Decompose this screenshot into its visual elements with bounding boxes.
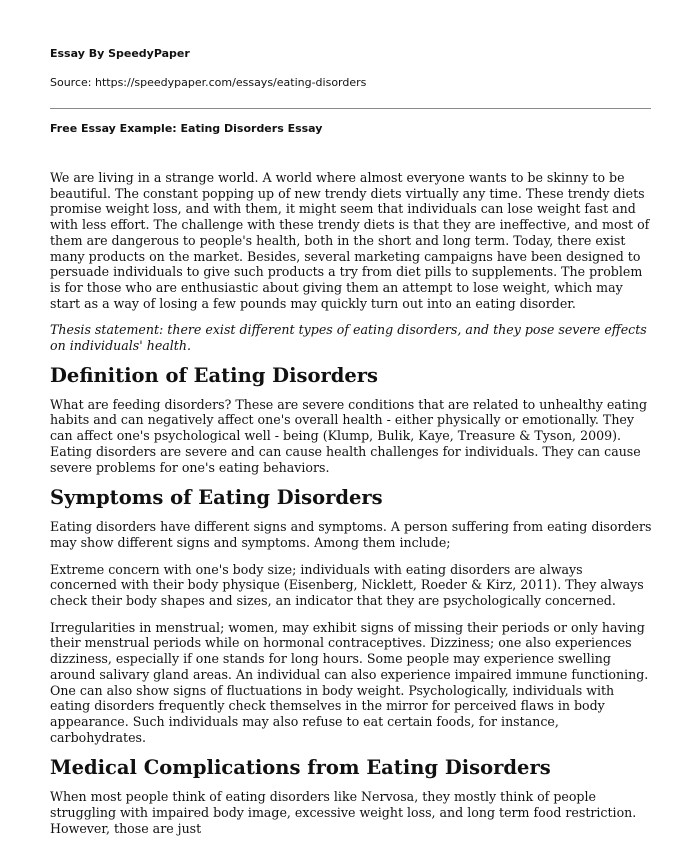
paragraph-intro: We are living in a strange world. A world where almost everyone wants to be skinny to be beautiful. The constant popping up of new trendy diets virtually any time. These trendy diets promise weight loss, and with them, it might seem that individuals can lose weight fast and with less effort. The challenge with these trendy diets is that they are ineffective, and most of them are dangerous to people's health, both in the short and long term. Today, there exist many products on the market. Besides, several marketing campaigns have been designed to persuade individuals to give such products a try from diet pills to supplements. The problem is for those who are enthusiastic about giving them an attempt to lose weight, which may start as a way of losing a few pounds may quickly turn out into an eating disorder. bbox=[50, 170, 650, 311]
essay-body bbox=[50, 170, 652, 848]
essay-title: Free Essay Example: Eating Disorders Essay bbox=[50, 122, 323, 135]
paragraph-symptoms-1: Eating disorders have different signs and symptoms. A person suffering from eating disorders may show different signs and symptoms. Among them include; bbox=[50, 519, 652, 550]
source-line: Source: https://speedypaper.com/essays/eating-disorders bbox=[50, 76, 367, 89]
essay-author-line: Essay By SpeedyPaper bbox=[50, 47, 190, 60]
divider bbox=[50, 108, 651, 109]
paragraph-medical-1: When most people think of eating disorders like Nervosa, they mostly think of people struggling with impaired body image, excessive weight loss, and long term food restriction. However, those are just bbox=[50, 789, 637, 836]
paragraph-definition: What are feeding disorders? These are severe conditions that are related to unhealthy eating habits and can negatively affect one's overall health - either physically or emotionally. They can affect one's psychological well - being (Klump, Bulik, Kaye, Treasure & Tyson, 2009). Eating disorders are severe and can cause health challenges for individuals. They can cause severe problems for one's eating behaviors. bbox=[50, 396, 648, 475]
heading-medical: Medical Complications from Eating Disorders bbox=[50, 756, 551, 780]
paragraph-symptoms-2: Extreme concern with one's body size; individuals with eating disorders are always concerned with their body physique (Eisenberg, Nicklett, Roeder & Kirz, 2011). They always check their body shapes and sizes, an indicator that they are psychologically concerned. bbox=[50, 561, 644, 609]
thesis-statement: Thesis statement: there exist different types of eating disorders, and they pose severe effects on individuals' health. bbox=[50, 322, 647, 354]
heading-symptoms: Symptoms of Eating Disorders bbox=[50, 486, 383, 510]
heading-definition: Definition of Eating Disorders bbox=[50, 363, 379, 387]
paragraph-symptoms-3: Irregularities in menstrual; women, may exhibit signs of missing their periods or only having their menstrual periods while on hormonal contraceptives. Dizziness; one also experiences dizziness, especially if one stands for long hours. Some people may experience swelling around salivary gland areas. An individual can also experience impaired immune functioning. One can also show signs of fluctuations in body weight. Psychologically, individuals with eating disorders frequently check themselves in the mirror for perceived flaws in body appearance. Such individuals may also refuse to eat certain foods, for instance, carbohydrates. bbox=[50, 619, 649, 745]
